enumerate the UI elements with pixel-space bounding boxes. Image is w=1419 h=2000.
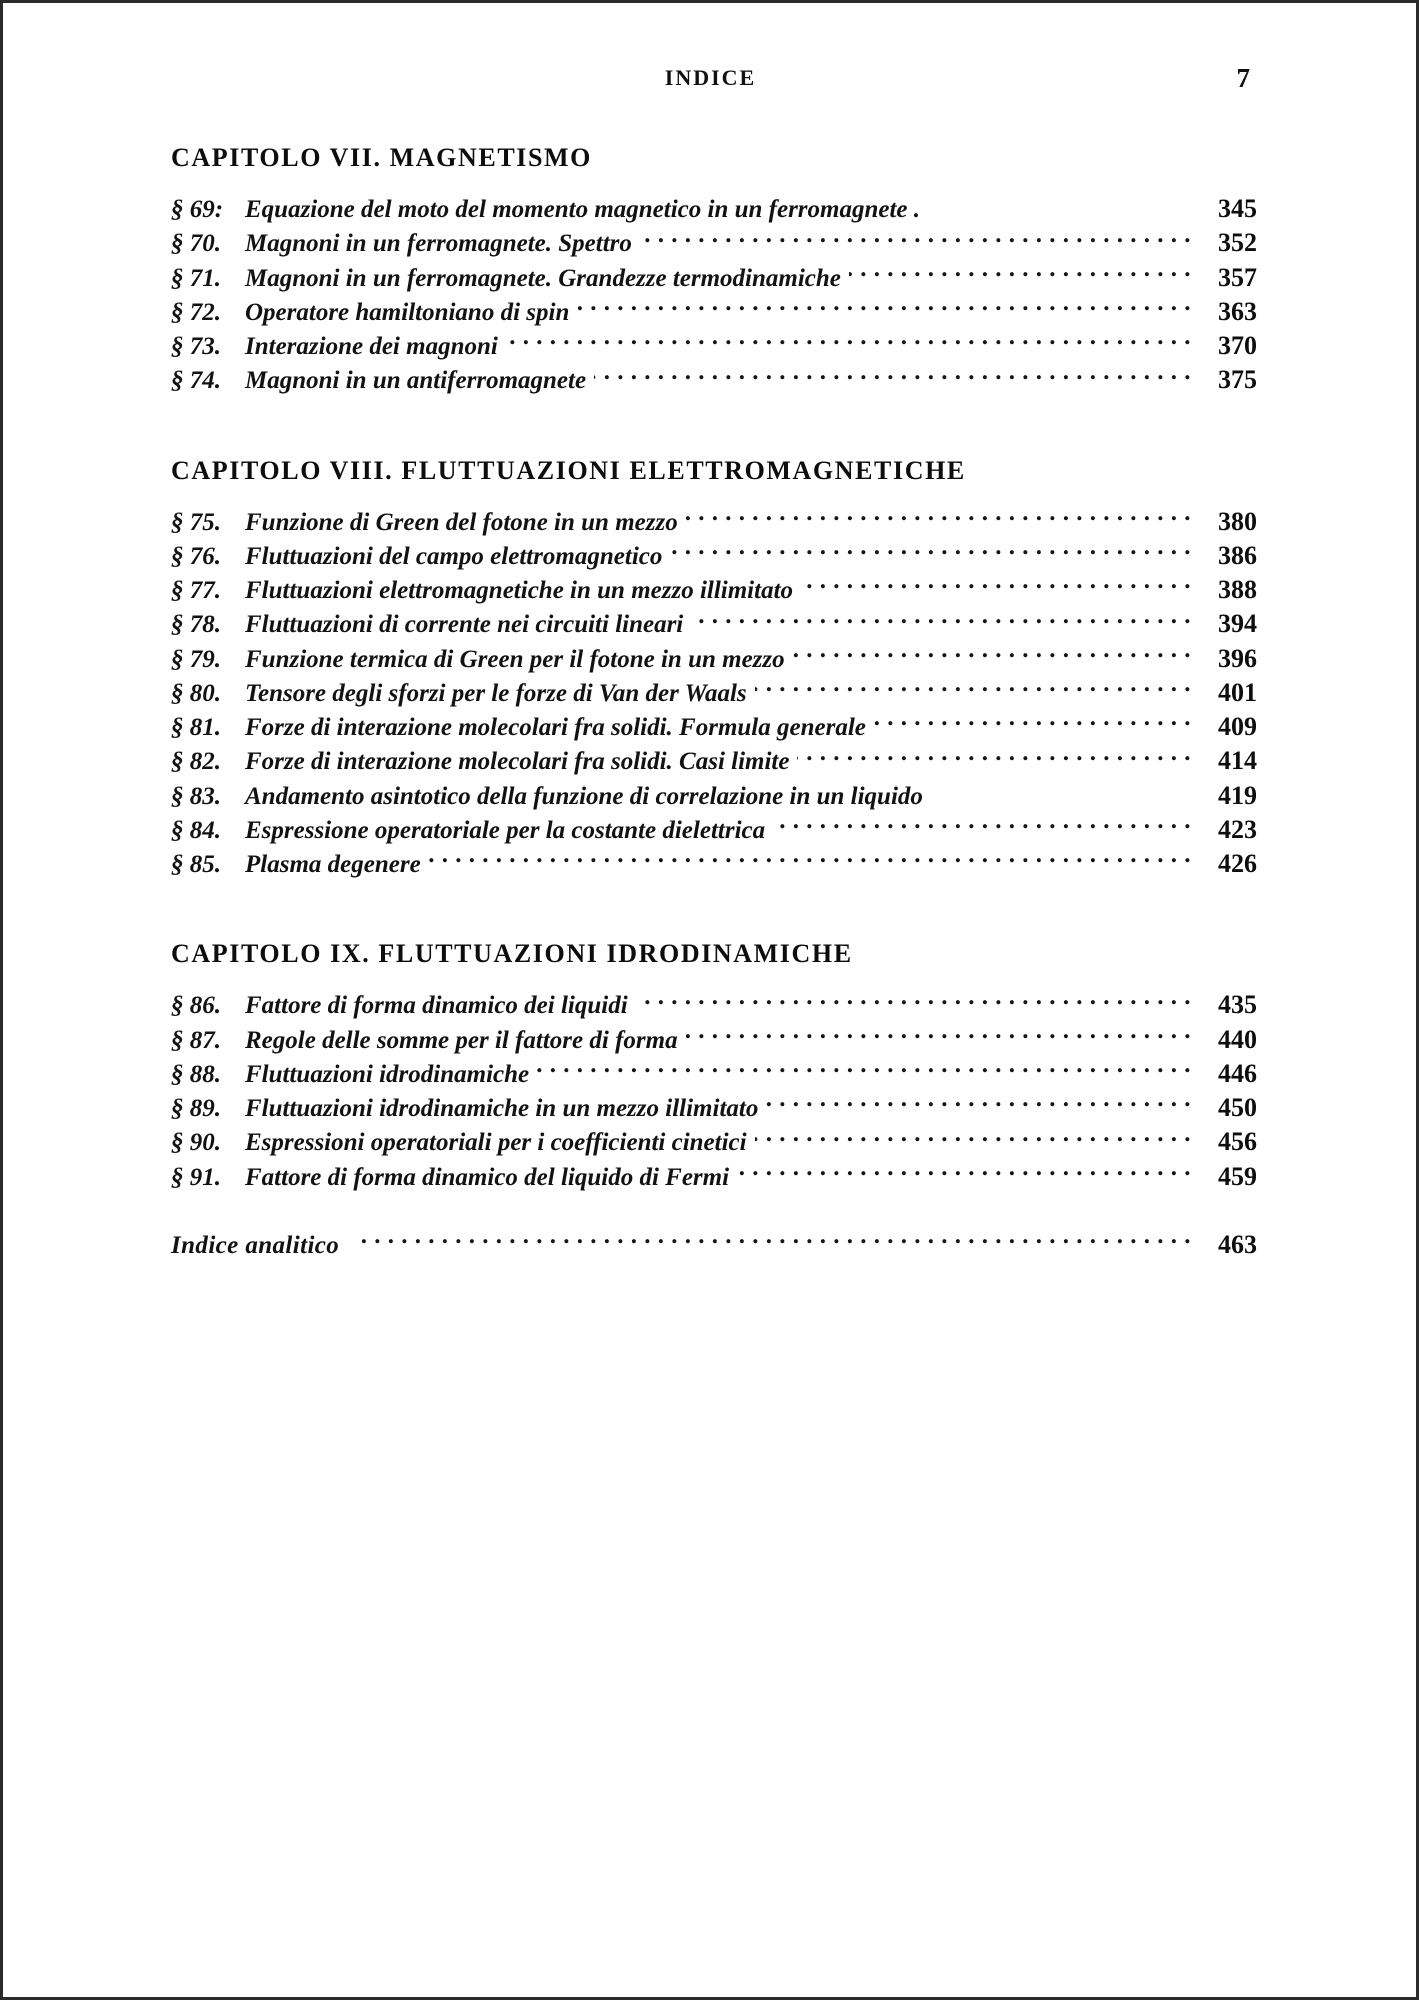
entry-section-number: § 85. (171, 851, 221, 878)
entry-title: Operatore hamiltoniano di spin (245, 298, 570, 326)
entry-title: Fluttuazioni del campo elettromagnetico (245, 542, 663, 570)
dot-leader (793, 642, 1191, 667)
toc-entry-row[interactable] (171, 1160, 1257, 1194)
entry-page-number: 357 (1218, 262, 1257, 292)
entry-title: Espressione operatoriale per la costante dielettrica (245, 816, 766, 844)
entry-page-number: 394 (1218, 609, 1257, 639)
entry-section-number: § 80. (171, 679, 221, 707)
chapter-spacer (171, 881, 1257, 939)
toc-entry-row[interactable] (171, 226, 1257, 260)
entry-section-number: § 86. (171, 992, 221, 1020)
entry-title: Equazione del moto del momento magnetico in un ferromagnete . (245, 196, 921, 223)
chapter-heading: CAPITOLO VIII. FLUTTUAZIONI ELETTROMAGNETICHE (171, 455, 966, 485)
toc-entry-row[interactable] (171, 1091, 1257, 1125)
entry-page-number: 370 (1218, 331, 1257, 360)
entry-page-number: 459 (1218, 1161, 1257, 1191)
folio-number: 7 (1236, 63, 1250, 93)
chapter-heading: CAPITOLO VII. MAGNETISMO (171, 143, 592, 172)
entry-title: Interazione dei magnoni (245, 333, 498, 360)
entry-page-number: 414 (1218, 746, 1257, 776)
page-surface (3, 3, 1416, 1997)
entry-title: Tensore degli sforzi per le forze di Van der Waals (245, 679, 747, 707)
entry-title: Espressioni operatoriali per i coefficienti cinetici (245, 1129, 747, 1157)
entry-section-number: § 90. (171, 1129, 221, 1157)
toc-entry-row[interactable] (171, 505, 1257, 539)
entry-page-number: 450 (1218, 1093, 1257, 1122)
dot-leader (931, 779, 1191, 804)
toc-entry-row[interactable] (171, 676, 1257, 710)
dot-leader (755, 1125, 1191, 1150)
entry-title: Funzione termica di Green per il fotone in un mezzo (245, 645, 785, 673)
entry-section-number: § 83. (171, 782, 221, 810)
dot-leader (594, 363, 1191, 388)
toc-entry-row[interactable] (171, 847, 1257, 881)
entry-page-number: 419 (1218, 780, 1257, 810)
entry-section-number: § 71. (171, 264, 221, 292)
toc-entry-row[interactable] (171, 329, 1257, 363)
entry-page-number: 456 (1218, 1127, 1257, 1157)
dot-leader (640, 226, 1191, 251)
entry-page-number: 388 (1218, 575, 1257, 604)
entry-title: Forze di interazione molecolari fra solidi. Formula generale (245, 714, 866, 741)
page-title: INDICE (664, 65, 757, 90)
entry-page-number: 375 (1218, 365, 1257, 395)
entry-section-number: § 73. (171, 333, 221, 360)
dot-leader (737, 1160, 1191, 1185)
dot-leader (506, 329, 1191, 354)
entry-page-number: 435 (1218, 990, 1257, 1020)
dot-leader (537, 1057, 1191, 1082)
entry-page-number: 380 (1218, 506, 1257, 536)
entry-title: Regole delle somme per il fattore di forma (245, 1026, 678, 1054)
dot-leader (636, 988, 1191, 1013)
toc-entry-row[interactable] (171, 779, 1257, 813)
entry-title: Magnoni in un ferromagnete. Spettro (245, 230, 632, 258)
entry-page-number: 352 (1218, 228, 1257, 258)
chapter-entry-list (171, 192, 1257, 398)
toc-entry-row[interactable] (171, 744, 1257, 778)
dot-leader (429, 847, 1191, 872)
dot-leader (797, 744, 1191, 769)
entry-title: Fluttuazioni elettromagnetiche in un mezzo illimitato (245, 577, 794, 604)
entry-page-number: 345 (1218, 194, 1257, 223)
entry-page-number: 446 (1218, 1058, 1257, 1088)
toc-entry-row[interactable] (171, 261, 1257, 295)
entry-title: Magnoni in un ferromagnete. Grandezze termodinamiche (245, 264, 841, 292)
toc-entry-row[interactable] (171, 813, 1257, 847)
entry-section-number: § 74. (171, 367, 221, 395)
dot-leader (577, 295, 1191, 320)
entry-section-number: § 75. (171, 508, 221, 536)
dot-leader (849, 261, 1191, 286)
dot-leader (755, 676, 1191, 701)
entry-title: Forze di interazione molecolari fra solidi. Casi limite (245, 748, 790, 776)
entry-section-number: § 88. (171, 1060, 221, 1088)
toc-entry-row[interactable] (171, 642, 1257, 676)
entry-section-number: § 79. (171, 645, 221, 673)
toc-entry-row[interactable] (171, 363, 1257, 397)
dot-leader (874, 710, 1191, 735)
entry-title: Funzione di Green del fotone in un mezzo (245, 508, 678, 536)
running-head (171, 65, 1250, 99)
entry-title: Fluttuazioni idrodinamiche in un mezzo illimitato (245, 1095, 759, 1122)
entry-page-number: 396 (1218, 643, 1257, 673)
toc-entry-row[interactable] (171, 1125, 1257, 1159)
entry-section-number: § 84. (171, 816, 221, 844)
entry-section-number: § 82. (171, 748, 221, 776)
entry-title: Fattore di forma dinamico del liquido di Fermi (245, 1163, 730, 1191)
toc-entry-row[interactable] (171, 607, 1257, 641)
entry-title: Fluttuazioni di corrente nei circuiti lineari (245, 611, 684, 639)
dot-leader (691, 607, 1191, 632)
entry-section-number: § 77. (171, 577, 221, 604)
dot-leader (766, 1091, 1191, 1116)
dot-leader (686, 1023, 1191, 1048)
entry-section-number: § 76. (171, 542, 221, 570)
toc-entry-row[interactable] (171, 710, 1257, 744)
chapter-heading: CAPITOLO IX. FLUTTUAZIONI IDRODINAMICHE (171, 939, 853, 969)
entry-section-number: § 72. (171, 298, 221, 326)
entry-page-number: 401 (1218, 677, 1257, 707)
entry-section-number: § 87. (171, 1026, 221, 1054)
toc-entry-row[interactable] (171, 1057, 1257, 1091)
table-of-contents (171, 143, 1257, 1262)
entry-page-number: 363 (1218, 296, 1257, 326)
chapter-block (171, 939, 1257, 1194)
chapter-block (171, 143, 1257, 398)
entry-section-number: § 81. (171, 714, 221, 741)
dot-leader (670, 539, 1191, 564)
toc-entry-row[interactable] (171, 539, 1257, 573)
entry-section-number: § 78. (171, 611, 221, 639)
chapter-entry-list (171, 988, 1257, 1194)
entry-section-number: § 91. (171, 1163, 221, 1191)
entry-title: Fluttuazioni idrodinamiche (245, 1060, 530, 1088)
chapter-block (171, 456, 1257, 882)
toc-entry-row[interactable] (171, 988, 1257, 1022)
dot-leader (773, 813, 1191, 838)
dot-leader (686, 505, 1191, 530)
entry-title: Andamento asintotico della funzione di correlazione in un liquido (245, 782, 923, 810)
entry-section-number: § 89. (171, 1095, 221, 1122)
toc-entry-row[interactable] (171, 573, 1257, 607)
entry-page-number: 423 (1218, 814, 1257, 844)
toc-entry-row[interactable] (171, 295, 1257, 329)
chapter-entry-list (171, 505, 1257, 882)
dot-leader (928, 192, 1191, 217)
entry-title: Fattore di forma dinamico dei liquidi (245, 992, 628, 1020)
entry-section-number: § 69: (171, 196, 224, 223)
entry-page-number: 440 (1218, 1024, 1257, 1054)
entry-title: Plasma degenere (245, 851, 421, 878)
entry-title: Indice analitico (171, 1231, 340, 1259)
entry-page-number: 426 (1218, 849, 1257, 878)
entry-section-number: § 70. (171, 230, 221, 258)
entry-page-number: 463 (1218, 1229, 1257, 1259)
dot-leader (801, 573, 1191, 598)
index-spacer (171, 1194, 1257, 1228)
entry-title: Magnoni in un antiferromagnete (245, 367, 587, 395)
entry-page-number: 409 (1218, 712, 1257, 741)
entry-page-number: 386 (1218, 540, 1257, 570)
index-entry-row[interactable] (171, 1228, 1257, 1262)
dot-leader (359, 1228, 1191, 1253)
chapter-spacer (171, 398, 1257, 456)
toc-entry-row[interactable] (171, 1023, 1257, 1057)
toc-entry-row[interactable] (171, 192, 1257, 226)
